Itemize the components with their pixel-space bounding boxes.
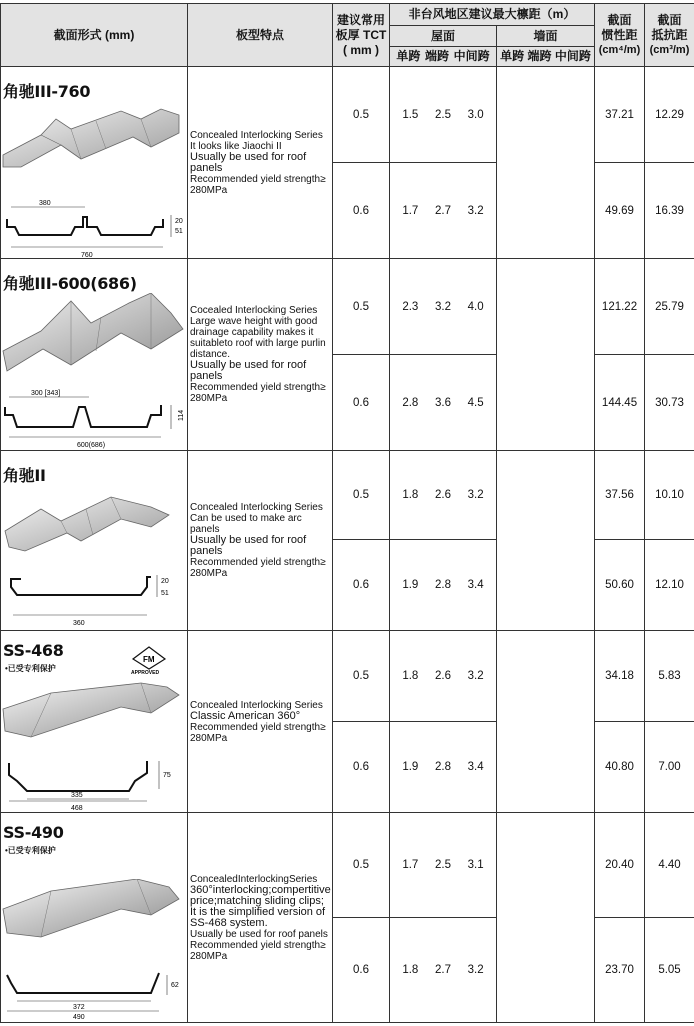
- mid-span-value: 3.2: [467, 670, 484, 682]
- feature-line: Large wave height with good drainage capability makes it suitableto roof with large purlin distance.: [190, 316, 326, 360]
- product-name: SS-490: [3, 823, 64, 842]
- feature-line: Classic American 360°: [190, 709, 301, 722]
- header-roof-spans: [390, 47, 497, 67]
- single-span-value: 1.8: [402, 964, 419, 976]
- dim-height-1: 75: [163, 772, 171, 779]
- feature-line: Concealed Interlocking Series: [190, 502, 323, 513]
- single-span-value: 1.7: [402, 204, 419, 217]
- header-roof: 屋面: [390, 26, 497, 47]
- mid-span-value: 3.4: [467, 761, 484, 773]
- header-resist-line1: 截面: [657, 12, 682, 27]
- end-span-value: 3.6: [434, 396, 451, 409]
- single-span-value: 1.7: [402, 859, 419, 871]
- header-thickness: [333, 4, 390, 67]
- patent-note: •已受专利保护: [5, 664, 56, 673]
- profile-cell: [1, 67, 188, 259]
- spec-table: [0, 3, 694, 1023]
- feature-line: Concealed Interlocking Series: [190, 699, 323, 711]
- feature-line: Usually be used for roof panels: [190, 359, 307, 382]
- inertia-value: 20.40: [595, 813, 645, 918]
- end-span-value: 2.5: [434, 859, 451, 871]
- product-name: 角驰III-760: [3, 82, 91, 101]
- inertia-value: 50.60: [595, 540, 645, 631]
- header-thickness-line1: 建议常用: [336, 12, 385, 27]
- wall-spans: [497, 451, 595, 631]
- roof-spans: [390, 722, 497, 813]
- resist-value: 4.40: [645, 813, 694, 918]
- feature-line: Concealed Interlocking Series: [190, 129, 323, 141]
- dim-height-2: 51: [161, 590, 169, 597]
- feature-line: Can be used to make arc panels: [190, 513, 302, 535]
- end-span-value: 2.8: [434, 579, 451, 592]
- dim-total: 490: [73, 1014, 85, 1019]
- roof-spans: [390, 918, 497, 1023]
- roof-spans: [390, 67, 497, 163]
- dim-height-1: 20: [175, 218, 183, 225]
- end-span-value: 2.6: [434, 489, 451, 502]
- mid-span-value: 3.4: [467, 579, 484, 592]
- single-span-value: 1.8: [402, 489, 419, 502]
- resist-value: 16.39: [645, 163, 694, 259]
- dim-width: 380: [39, 200, 51, 207]
- feature-cell: [188, 451, 333, 631]
- header-resist-unit: (cm³/m): [649, 43, 690, 56]
- roof-spans: [390, 813, 497, 918]
- header-resist-line2: 抵抗距: [651, 27, 688, 42]
- end-span-value: 2.5: [434, 108, 451, 121]
- resist-value: 30.73: [645, 355, 694, 451]
- header-wall: 墙面: [497, 26, 595, 47]
- resist-value: 12.29: [645, 67, 694, 163]
- patent-note: •已受专利保护: [5, 846, 56, 855]
- thickness-value: 0.6: [333, 540, 390, 631]
- resist-value: 25.79: [645, 259, 694, 355]
- header-thickness-unit: ( mm ): [343, 42, 379, 57]
- header-inertia-line2: 惯性距: [601, 27, 638, 42]
- header-wall-spans: 单跨 端跨 中间跨: [497, 47, 595, 67]
- header-thickness-line2: 板厚 TCT: [335, 27, 387, 42]
- feature-cell: [188, 631, 333, 813]
- thickness-value: 0.5: [333, 259, 390, 355]
- product-row: [1, 451, 694, 540]
- product-name: 角驰III-600(686): [3, 274, 137, 293]
- feature-line: Recommended yield strength≥ 280MPa: [190, 173, 326, 196]
- product-name: SS-468: [3, 641, 64, 660]
- dim-total: 468: [71, 805, 83, 811]
- thickness-value: 0.6: [333, 918, 390, 1023]
- mid-span-value: 3.1: [467, 859, 484, 871]
- mid-span-value: 4.0: [467, 300, 484, 313]
- panel-drawing: [1, 879, 187, 1019]
- end-span-value: 3.2: [434, 300, 451, 313]
- thickness-value: 0.6: [333, 163, 390, 259]
- dim-width: 335: [71, 792, 83, 799]
- product-row: [1, 259, 694, 355]
- badge-approved-text: APPROVED: [131, 670, 160, 675]
- feature-cell: [188, 67, 333, 259]
- dim-total: 760: [81, 252, 93, 257]
- header-inertia-unit: (cm⁴/m): [598, 43, 641, 56]
- inertia-value: 49.69: [595, 163, 645, 259]
- feature-cell: [188, 813, 333, 1023]
- wall-spans: [497, 813, 595, 1023]
- feature-line: Recommended yield strength≥ 280MPa: [190, 557, 326, 579]
- roof-spans: [390, 163, 497, 259]
- product-name: 角驰II: [3, 466, 46, 485]
- header-inertia-line1: 截面: [607, 12, 632, 27]
- dim-height-1: 62: [171, 982, 179, 989]
- wall-spans: [497, 67, 595, 259]
- thickness-value: 0.6: [333, 722, 390, 813]
- header-profile: 截面形式 (mm): [1, 4, 188, 67]
- resist-value: 7.00: [645, 722, 694, 813]
- badge-fm-text: FM: [143, 655, 155, 664]
- end-span-value: 2.8: [434, 761, 451, 773]
- resist-value: 5.83: [645, 631, 694, 722]
- header-features: 板型特点: [188, 4, 333, 67]
- mid-span-value: 3.2: [467, 204, 484, 217]
- resist-value: 10.10: [645, 451, 694, 540]
- thickness-value: 0.5: [333, 813, 390, 918]
- single-span-value: 1.5: [402, 108, 419, 121]
- feature-line: 360°interlocking;compertitive price;matching sliding clips; It is the simplified version of SS-468 system.: [190, 883, 331, 929]
- single-span-value: 1.9: [402, 761, 419, 773]
- inertia-value: 40.80: [595, 722, 645, 813]
- dim-width: 372: [73, 1004, 85, 1011]
- profile-cell: [1, 451, 188, 631]
- inertia-value: 37.21: [595, 67, 645, 163]
- product-row: [1, 67, 694, 163]
- wall-spans: [497, 259, 595, 451]
- end-span-value: 2.6: [434, 670, 451, 682]
- inertia-value: 144.45: [595, 355, 645, 451]
- dim-height-2: 51: [175, 228, 183, 235]
- header-end-span: 端跨: [424, 49, 449, 63]
- end-span-value: 2.7: [434, 204, 451, 217]
- product-row: [1, 813, 694, 918]
- roof-spans: [390, 451, 497, 540]
- roof-spans: [390, 631, 497, 722]
- mid-span-value: 3.2: [467, 964, 484, 976]
- panel-drawing: [1, 491, 187, 629]
- dim-total: 600(686): [77, 442, 106, 449]
- feature-line: It looks like Jiaochi II: [190, 140, 282, 152]
- resist-value: 5.05: [645, 918, 694, 1023]
- roof-spans: [390, 355, 497, 451]
- header-mid-span: 中间跨: [453, 49, 490, 63]
- dim-height-1: 114: [178, 409, 185, 421]
- dim-width: 300 [343]: [31, 390, 61, 397]
- inertia-value: 23.70: [595, 918, 645, 1023]
- header-resist: [645, 4, 694, 67]
- profile-cell: [1, 259, 188, 451]
- inertia-value: 37.56: [595, 451, 645, 540]
- wall-spans: [497, 631, 595, 813]
- thickness-value: 0.6: [333, 355, 390, 451]
- profile-cell: [1, 813, 188, 1023]
- feature-line: Usually be used for roof panels: [190, 534, 307, 557]
- fm-approved-badge: [127, 645, 171, 675]
- single-span-value: 2.8: [402, 396, 419, 409]
- single-span-value: 2.3: [402, 300, 419, 313]
- panel-drawing: [1, 107, 187, 257]
- roof-spans: [390, 540, 497, 631]
- panel-drawing: [1, 293, 187, 449]
- inertia-value: 121.22: [595, 259, 645, 355]
- mid-span-value: 3.0: [467, 108, 484, 121]
- thickness-value: 0.5: [333, 67, 390, 163]
- header-single-span: 单跨: [396, 49, 421, 63]
- mid-span-value: 3.2: [467, 489, 484, 502]
- resist-value: 12.10: [645, 540, 694, 631]
- header-spacing: 非台风地区建议最大檩距（m）: [390, 4, 595, 26]
- feature-line: Usually be used for roof panels: [190, 150, 307, 174]
- panel-drawing: [1, 679, 187, 811]
- thickness-value: 0.5: [333, 451, 390, 540]
- end-span-value: 2.7: [434, 964, 451, 976]
- mid-span-value: 4.5: [467, 396, 484, 409]
- thickness-value: 0.5: [333, 631, 390, 722]
- feature-line: Usually be used for roof panels Recommended yield strength≥ 280MPa: [190, 928, 328, 962]
- feature-line: Recommended yield strength≥ 280MPa: [190, 382, 326, 404]
- feature-line: Cocealed Interlocking Series: [190, 305, 318, 316]
- feature-cell: [188, 259, 333, 451]
- header-row-1: [1, 4, 694, 26]
- inertia-value: 34.18: [595, 631, 645, 722]
- product-row: [1, 631, 694, 722]
- feature-line: ConcealedInterlockingSeries: [190, 873, 318, 885]
- dim-height-1: 20: [161, 578, 169, 585]
- single-span-value: 1.8: [402, 670, 419, 682]
- single-span-value: 1.9: [402, 579, 419, 592]
- roof-spans: [390, 259, 497, 355]
- profile-cell: [1, 631, 188, 813]
- dim-total: 360: [73, 620, 85, 627]
- feature-line: Recommended yield strength≥ 280MPa: [190, 721, 326, 744]
- header-inertia: [595, 4, 645, 67]
